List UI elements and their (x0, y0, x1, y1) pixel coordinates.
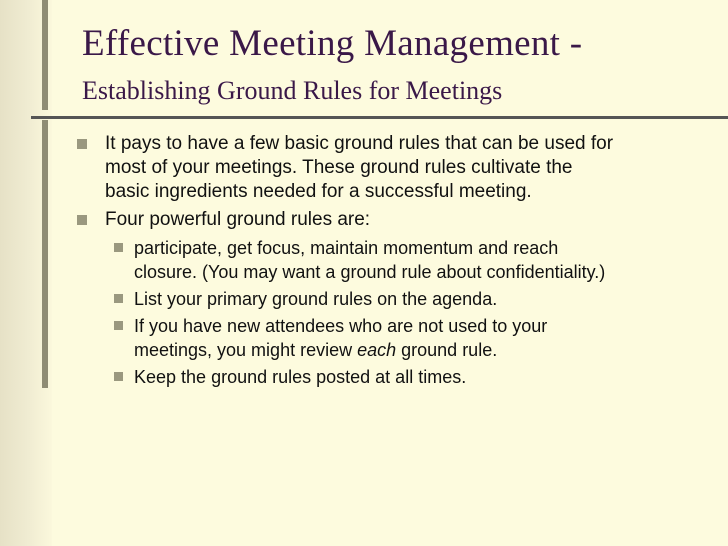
sub-bullet-item (0, 236, 728, 284)
square-bullet-icon (77, 215, 87, 225)
sub-bullet-item (0, 365, 728, 389)
square-bullet-icon (114, 294, 123, 303)
sub-bullet-item (0, 314, 728, 362)
bullet-line: most of your meetings. These ground rules cultivate the (105, 157, 573, 178)
bullet-line: It pays to have a few basic ground rules that can be used for (105, 133, 614, 154)
bullet-item (0, 132, 728, 204)
bullet-line: Four powerful ground rules are: (105, 209, 371, 230)
emphasis-text: each (357, 340, 397, 360)
slide-title: Effective Meeting Management - (82, 23, 583, 64)
slide-body (0, 132, 728, 389)
sub-bullet-text: ground rule. (396, 340, 498, 360)
square-bullet-icon (77, 139, 87, 149)
sub-bullet-text: meetings, you might review (134, 340, 358, 360)
sub-bullet-line: List your primary ground rules on the agenda. (134, 289, 498, 309)
sub-bullet-line: closure. (You may want a ground rule about confidentiality.) (134, 262, 606, 282)
sub-bullet-line (134, 338, 728, 362)
sub-bullet-item (0, 287, 728, 311)
bullet-item (0, 208, 728, 232)
square-bullet-icon (114, 243, 123, 252)
slide-title-block (82, 24, 722, 106)
square-bullet-icon (114, 372, 123, 381)
title-divider (31, 116, 728, 119)
sub-bullet-line: participate, get focus, maintain momentum and reach (134, 238, 559, 258)
sub-bullet-line: Keep the ground rules posted at all times. (134, 367, 467, 387)
sub-bullet-line: If you have new attendees who are not used to your (134, 316, 548, 336)
square-bullet-icon (114, 321, 123, 330)
bullet-line: basic ingredients needed for a successful meeting. (105, 181, 532, 202)
slide-subtitle: Establishing Ground Rules for Meetings (82, 76, 503, 105)
side-accent-bar-top (42, 0, 48, 110)
